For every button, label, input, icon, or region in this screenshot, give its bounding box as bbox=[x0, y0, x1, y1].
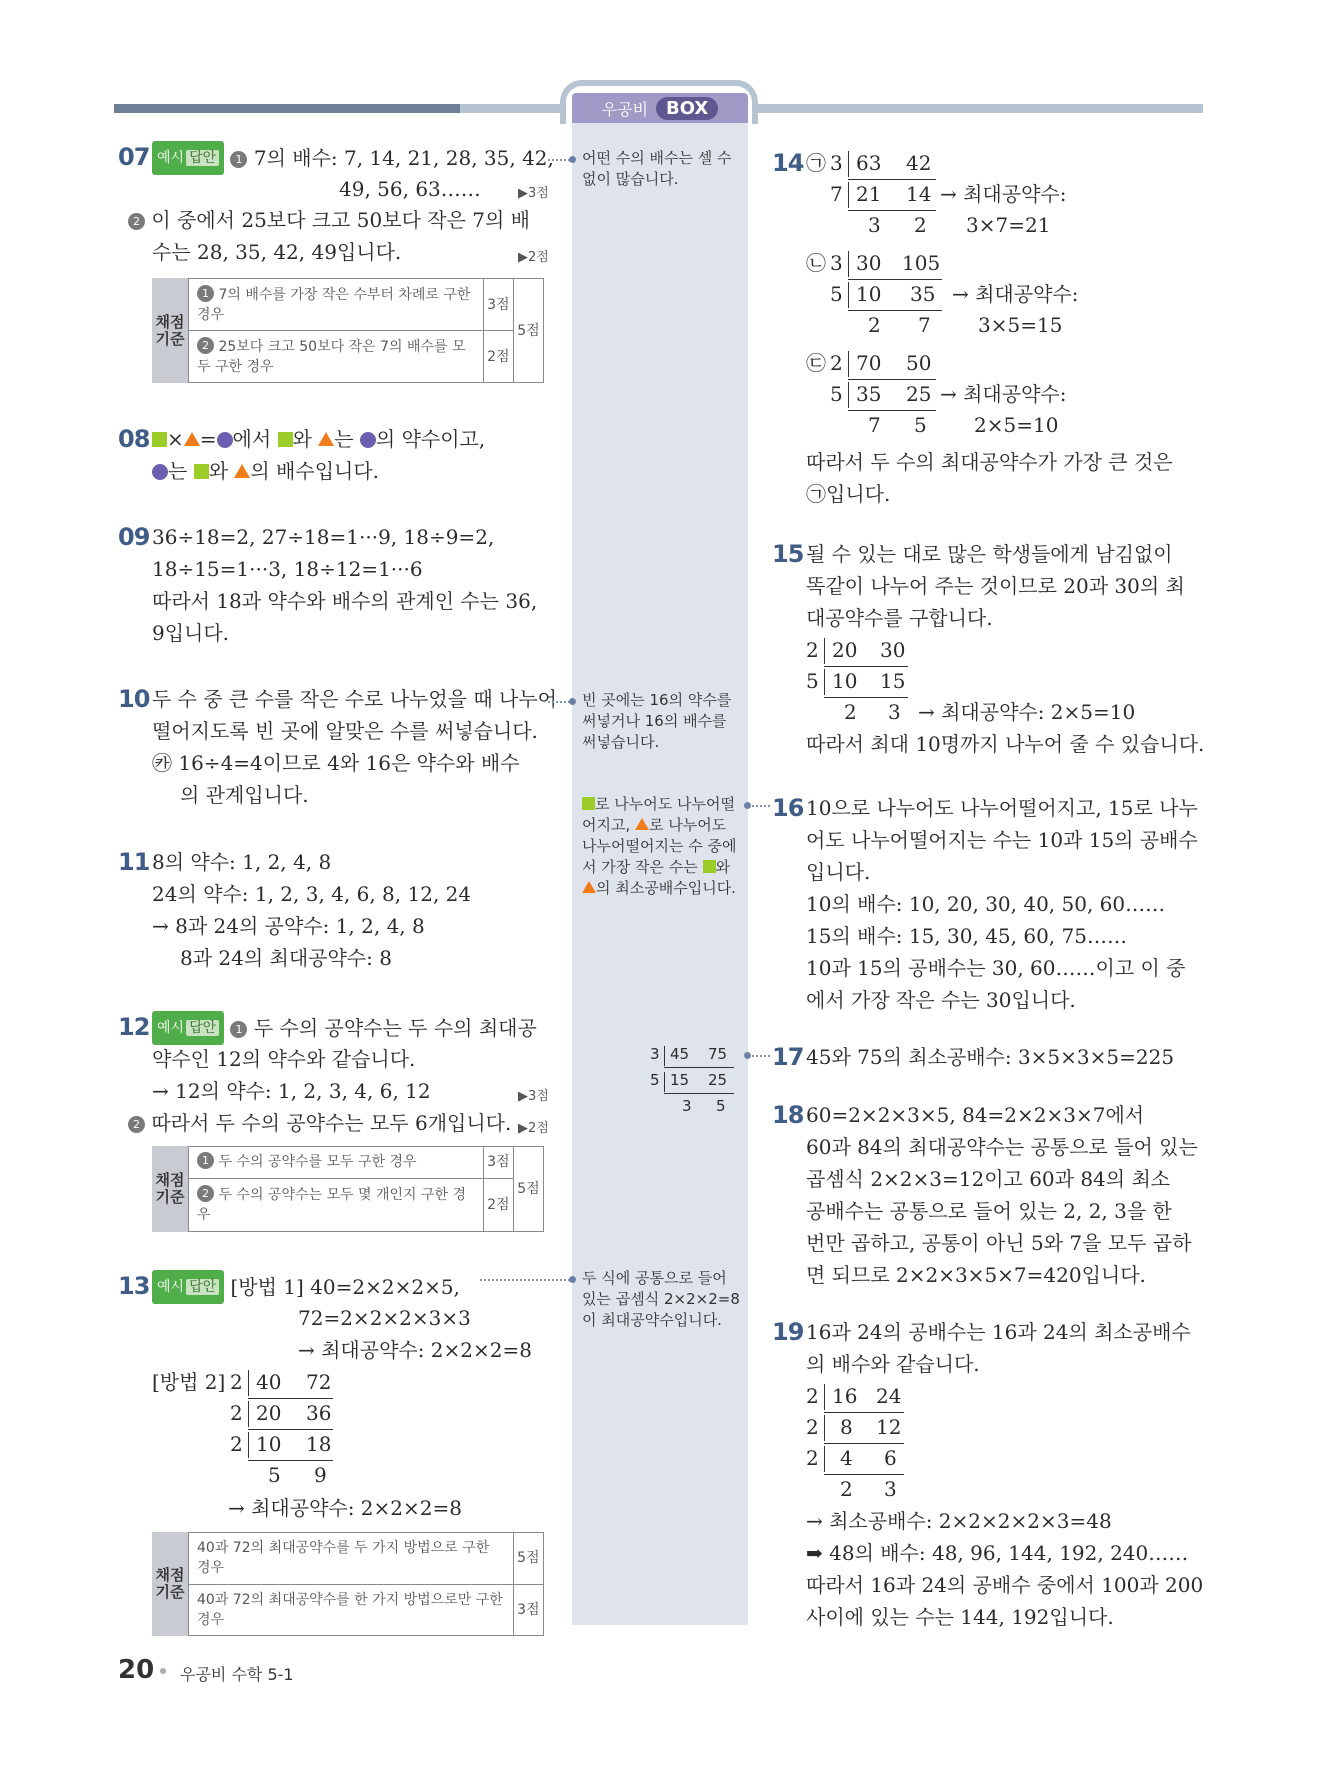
p09-line1: 36÷18=2, 27÷18=1···9, 18÷9=2, bbox=[152, 525, 495, 549]
ladder-value: 21 bbox=[856, 182, 882, 206]
p15-line2: 똑같이 나누어 주는 것이므로 20과 30의 최 bbox=[806, 574, 1185, 598]
score-points: 2점 bbox=[483, 331, 513, 383]
ladder-line bbox=[848, 251, 849, 277]
ladder-divisor: 5 bbox=[650, 1071, 660, 1089]
problem-number-17: 17 bbox=[772, 1043, 804, 1071]
p07-line4: 수는 28, 35, 42, 49입니다. bbox=[152, 240, 402, 264]
ladder-value: 9 bbox=[314, 1463, 327, 1487]
scoring-table-07 bbox=[152, 278, 544, 383]
circle-icon bbox=[360, 432, 376, 448]
ladder-value: 4 bbox=[840, 1446, 853, 1470]
ladder-line bbox=[848, 179, 936, 180]
triangle-icon bbox=[234, 464, 250, 478]
triangle-icon bbox=[184, 432, 200, 446]
problem-number-14: 14 bbox=[772, 149, 804, 177]
ladder-line bbox=[824, 1446, 825, 1472]
ladder-value: 63 bbox=[856, 151, 882, 175]
ladder-divisor: 2 bbox=[806, 638, 819, 662]
ladder-divisor: 3 bbox=[650, 1045, 660, 1063]
ladder-line bbox=[824, 1412, 904, 1413]
score-criterion: 2 25보다 크고 50보다 작은 7의 배수를 모두 구한 경우 bbox=[189, 331, 484, 383]
p15-line3: 대공약수를 구합니다. bbox=[806, 606, 993, 630]
answer-badge: 예시 답안 bbox=[152, 141, 224, 175]
note-dot bbox=[744, 1052, 751, 1059]
ladder-value: 6 bbox=[884, 1446, 897, 1470]
note-blank: 빈 곳에는 16의 약수를 써넣거나 16의 배수를 써넣습니다. bbox=[582, 691, 732, 751]
step-2-icon: 2 bbox=[128, 213, 145, 230]
circle-icon bbox=[217, 432, 233, 448]
score-total: 5점 bbox=[513, 1147, 543, 1232]
p16-line4: 10의 배수: 10, 20, 30, 40, 50, 60…… bbox=[806, 892, 1166, 916]
p14-c-result-label: → 최대공약수: bbox=[940, 382, 1067, 406]
p11-line3: → 8과 24의 공약수: 1, 2, 4, 8 bbox=[152, 914, 425, 938]
score-points: 3점 bbox=[483, 279, 513, 331]
p16-line5: 15의 배수: 15, 30, 45, 60, 75…… bbox=[806, 924, 1127, 948]
score-criterion: 1 7의 배수를 가장 작은 수부터 차례로 구한 경우 bbox=[189, 279, 484, 331]
p13-line3: → 최대공약수: 2×2×2=8 bbox=[298, 1338, 532, 1362]
ladder-line bbox=[848, 279, 942, 280]
p14-label-b: ㉡ bbox=[806, 251, 826, 275]
p07-line1: 예시 답안 1 7의 배수: 7, 14, 21, 28, 35, 42, bbox=[152, 141, 554, 175]
note-dot bbox=[569, 698, 576, 705]
note-leader bbox=[480, 1279, 570, 1281]
ladder-line bbox=[824, 638, 825, 664]
ladder-line bbox=[664, 1093, 734, 1094]
p19-line1: 16과 24의 공배수는 16과 24의 최소공배수 bbox=[806, 1320, 1191, 1344]
triangle-icon bbox=[582, 881, 596, 893]
ladder-value: 2 bbox=[840, 1477, 853, 1501]
ladder-value: 2 bbox=[914, 213, 927, 237]
problem-number-11: 11 bbox=[118, 848, 150, 876]
ladder-value: 45 bbox=[670, 1045, 690, 1063]
ladder-line bbox=[848, 310, 942, 311]
problem-number-09: 09 bbox=[118, 523, 150, 551]
ladder-line bbox=[824, 1384, 825, 1410]
ladder-line bbox=[824, 1415, 825, 1441]
header-bar-left bbox=[114, 104, 460, 113]
ladder-value: 3 bbox=[888, 700, 901, 724]
ladder-value: 3 bbox=[868, 213, 881, 237]
header-bar-right bbox=[758, 104, 1203, 113]
p14-b-result-label: → 최대공약수: bbox=[952, 282, 1079, 306]
step-2-icon: 2 bbox=[197, 337, 214, 354]
ladder-divisor: 2 bbox=[230, 1401, 243, 1425]
p13-line4: → 최대공약수: 2×2×2=8 bbox=[228, 1496, 462, 1520]
p14-b-result-value: 3×5=15 bbox=[978, 313, 1063, 337]
p16-line7: 에서 가장 작은 수는 30입니다. bbox=[806, 988, 1076, 1012]
note-lcm: 로 나누어도 나누어떨어지고, 로 나누어도 나누어떨어지는 수 중에서 가장 작은 수는 와 의 최소공배수입니다. bbox=[582, 795, 737, 897]
ladder-value: 25 bbox=[906, 382, 932, 406]
ladder-line bbox=[248, 1370, 249, 1396]
ladder-divisor: 2 bbox=[230, 1370, 243, 1394]
ladder-divisor: 2 bbox=[230, 1432, 243, 1456]
problem-number-12: 12 bbox=[118, 1013, 150, 1041]
p19-line5: 따라서 16과 24의 공배수 중에서 100과 200 bbox=[806, 1573, 1204, 1597]
ladder-line bbox=[824, 669, 825, 695]
ladder-line bbox=[848, 210, 936, 211]
p07-line3: 2 이 중에서 25보다 크고 50보다 작은 7의 배 bbox=[128, 204, 530, 236]
ladder-value: 25 bbox=[708, 1071, 728, 1089]
ladder-divisor: 2 bbox=[806, 1415, 819, 1439]
p18-line2: 60과 84의 최대공약수는 공통으로 들어 있는 bbox=[806, 1135, 1198, 1159]
p12-line4: 2 따라서 두 수의 공약수는 모두 6개입니다. bbox=[128, 1107, 511, 1139]
ladder-value: 36 bbox=[306, 1401, 332, 1425]
p12-line2: 약수인 12의 약수와 같습니다. bbox=[152, 1047, 416, 1071]
ladder-value: 10 bbox=[856, 282, 882, 306]
ladder-value: 20 bbox=[832, 638, 858, 662]
answer-badge: 예시 답안 bbox=[152, 1270, 224, 1304]
p10-line4: 의 관계입니다. bbox=[180, 783, 309, 807]
p18-line3: 곱셈식 2×2×3=12이고 60과 84의 최소 bbox=[806, 1167, 1171, 1191]
scoring-table-13 bbox=[152, 1532, 544, 1636]
step-2-icon: 2 bbox=[128, 1116, 145, 1133]
p19-line6: 사이에 있는 수는 144, 192입니다. bbox=[806, 1605, 1114, 1629]
score-criterion: 2 두 수의 공약수는 모두 몇 개인지 구한 경우 bbox=[189, 1178, 484, 1231]
p12-line1: 예시 답안 1 두 수의 공약수는 두 수의 최대공 bbox=[152, 1011, 537, 1045]
square-icon bbox=[194, 464, 209, 479]
note-dot bbox=[744, 802, 751, 809]
p07-points-1: ▶3점 bbox=[518, 186, 549, 201]
scoring-table-12 bbox=[152, 1146, 544, 1232]
circle-icon bbox=[152, 464, 168, 480]
ladder-divisor: 5 bbox=[830, 382, 843, 406]
score-points: 3점 bbox=[483, 1147, 513, 1179]
header-bar-mid bbox=[460, 104, 560, 113]
problem-number-15: 15 bbox=[772, 540, 804, 568]
p14-a-result-value: 3×7=21 bbox=[966, 213, 1051, 237]
ladder-value: 14 bbox=[906, 182, 932, 206]
ladder-divisor: 2 bbox=[806, 1446, 819, 1470]
p17-line1: 45와 75의 최소공배수: 3×5×3×5=225 bbox=[806, 1045, 1175, 1069]
note-gcd: 두 식에 공통으로 들어 있는 곱셈식 2×2×2=8이 최대공약수입니다. bbox=[582, 1269, 740, 1329]
ladder-value: 7 bbox=[918, 313, 931, 337]
ladder-value: 42 bbox=[906, 151, 932, 175]
p13-method2-label: [방법 2] bbox=[152, 1370, 226, 1394]
p15-result: → 최대공약수: 2×5=10 bbox=[918, 700, 1136, 724]
ladder-line bbox=[248, 1460, 333, 1461]
ladder-value: 30 bbox=[880, 638, 906, 662]
ladder-divisor: 2 bbox=[830, 351, 843, 375]
p14-label-a: ㉠ bbox=[806, 151, 826, 175]
problem-number-08: 08 bbox=[118, 425, 150, 453]
p14-label-c: ㉢ bbox=[806, 351, 826, 375]
ladder-line bbox=[248, 1429, 333, 1430]
score-criterion: 40과 72의 최대공약수를 두 가지 방법으로 구한 경우 bbox=[189, 1533, 514, 1585]
ladder-line bbox=[824, 697, 908, 698]
ladder-line bbox=[848, 182, 849, 208]
box-pill: BOX bbox=[656, 97, 718, 120]
p11-line1: 8의 약수: 1, 2, 4, 8 bbox=[152, 850, 332, 874]
ladder-line bbox=[848, 151, 849, 177]
ladder-value: 5 bbox=[716, 1097, 726, 1115]
p18-line4: 공배수는 공통으로 들어 있는 2, 2, 3을 한 bbox=[806, 1199, 1172, 1223]
ladder-value: 20 bbox=[256, 1401, 282, 1425]
p12-points-2: ▶2점 bbox=[518, 1121, 549, 1136]
ladder-value: 35 bbox=[910, 282, 936, 306]
score-criterion: 40과 72의 최대공약수를 한 가지 방법으로만 구한 경우 bbox=[189, 1584, 514, 1636]
p11-line2: 24의 약수: 1, 2, 3, 4, 6, 8, 12, 24 bbox=[152, 882, 472, 906]
ladder-value: 40 bbox=[256, 1370, 282, 1394]
ladder-divisor: 3 bbox=[830, 251, 843, 275]
p15-line1: 될 수 있는 대로 많은 학생들에게 남김없이 bbox=[806, 542, 1173, 566]
scoring-label: 채점 기준 bbox=[152, 1146, 188, 1232]
p19-line4: ➡ 48의 배수: 48, 96, 144, 192, 240…… bbox=[806, 1541, 1189, 1565]
ladder-value: 2 bbox=[868, 313, 881, 337]
p16-line2: 어도 나누어떨어지는 수는 10과 15의 공배수 bbox=[806, 828, 1198, 852]
score-criterion: 1 두 수의 공약수를 모두 구한 경우 bbox=[189, 1147, 484, 1179]
problem-number-07: 07 bbox=[118, 143, 150, 171]
ladder-line bbox=[848, 379, 936, 380]
score-points: 3점 bbox=[513, 1584, 543, 1636]
ladder-divisor: 5 bbox=[830, 282, 843, 306]
p12-points-1: ▶3점 bbox=[518, 1089, 549, 1104]
ladder-divisor: 5 bbox=[806, 669, 819, 693]
ladder-value: 50 bbox=[906, 351, 932, 375]
note-leader bbox=[548, 159, 570, 161]
problem-number-16: 16 bbox=[772, 794, 804, 822]
p07-line2: 49, 56, 63…… bbox=[339, 177, 481, 201]
ladder-line bbox=[664, 1072, 665, 1092]
problem-number-13: 13 bbox=[118, 1272, 150, 1300]
p15-line4: 따라서 최대 10명까지 나누어 줄 수 있습니다. bbox=[806, 732, 1205, 756]
p18-line6: 면 되므로 2×2×3×5×7=420입니다. bbox=[806, 1263, 1146, 1287]
ladder-value: 10 bbox=[256, 1432, 282, 1456]
ladder-value: 72 bbox=[306, 1370, 332, 1394]
ladder-line bbox=[848, 351, 849, 377]
square-icon bbox=[582, 797, 595, 810]
triangle-icon bbox=[318, 432, 334, 446]
ladder-value: 3 bbox=[884, 1477, 897, 1501]
p10-line3: ㉸ 16÷4=4이므로 4와 16은 약수와 배수 bbox=[152, 751, 520, 775]
ladder-value: 18 bbox=[306, 1432, 332, 1456]
note-leader bbox=[748, 805, 770, 807]
p19-line2: 의 배수와 같습니다. bbox=[806, 1352, 980, 1376]
box-title: 우공비 bbox=[601, 99, 649, 119]
p10-line1: 두 수 중 큰 수를 작은 수로 나누었을 때 나누어 bbox=[152, 687, 557, 711]
square-icon bbox=[703, 860, 716, 873]
ladder-line bbox=[824, 1443, 904, 1444]
p10-line2: 떨어지도록 빈 곳에 알맞은 수를 써넣습니다. bbox=[152, 719, 538, 743]
ladder-line bbox=[248, 1398, 333, 1399]
ladder-line bbox=[848, 410, 936, 411]
ladder-value: 2 bbox=[844, 700, 857, 724]
p13-line1: 예시 답안 [방법 1] 40=2×2×2×5, bbox=[152, 1270, 460, 1304]
problem-number-18: 18 bbox=[772, 1101, 804, 1129]
p18-line5: 번만 곱하고, 공통이 아닌 5와 7을 모두 곱하 bbox=[806, 1231, 1192, 1255]
ladder-line bbox=[848, 382, 849, 408]
note-leader bbox=[748, 1055, 770, 1057]
ladder-value: 7 bbox=[868, 413, 881, 437]
p07-points-2: ▶2점 bbox=[518, 250, 549, 265]
ladder-value: 15 bbox=[670, 1071, 690, 1089]
ladder-value: 105 bbox=[902, 251, 941, 275]
ladder-value: 10 bbox=[832, 669, 858, 693]
note-dot bbox=[569, 156, 576, 163]
page-number: 20 bbox=[118, 1655, 155, 1685]
p08-line2: 는 와 의 배수입니다. bbox=[152, 455, 379, 487]
square-icon bbox=[152, 432, 167, 447]
step-1-icon: 1 bbox=[197, 285, 214, 302]
p14-line2: ㉠입니다. bbox=[806, 482, 891, 506]
ladder-line bbox=[664, 1067, 734, 1068]
ladder-divisor: 2 bbox=[806, 1384, 819, 1408]
ladder-value: 75 bbox=[708, 1045, 728, 1063]
scoring-label: 채점 기준 bbox=[152, 278, 188, 383]
book-title: 우공비 수학 5-1 bbox=[180, 1665, 294, 1684]
ladder-line bbox=[664, 1046, 665, 1066]
p12-line3: → 12의 약수: 1, 2, 3, 4, 6, 12 bbox=[152, 1079, 431, 1103]
ladder-value: 16 bbox=[832, 1384, 858, 1408]
score-points: 5점 bbox=[513, 1533, 543, 1585]
problem-number-19: 19 bbox=[772, 1318, 804, 1346]
note-leader bbox=[548, 701, 570, 703]
box-label bbox=[572, 93, 748, 123]
ladder-divisor: 7 bbox=[830, 182, 843, 206]
ladder-value: 70 bbox=[856, 351, 882, 375]
p09-line3: 따라서 18과 약수와 배수의 관계인 수는 36, bbox=[152, 589, 538, 613]
ladder-value: 24 bbox=[876, 1384, 902, 1408]
p14-a-result-label: → 최대공약수: bbox=[940, 182, 1067, 206]
p19-line3: → 최소공배수: 2×2×2×2×3=48 bbox=[806, 1509, 1112, 1533]
step-2-icon: 2 bbox=[197, 1185, 214, 1202]
ladder-line bbox=[248, 1432, 249, 1458]
p18-line1: 60=2×2×3×5, 84=2×2×3×7에서 bbox=[806, 1103, 1145, 1127]
ladder-value: 35 bbox=[856, 382, 882, 406]
problem-number-10: 10 bbox=[118, 685, 150, 713]
ladder-value: 5 bbox=[268, 1463, 281, 1487]
p16-line3: 입니다. bbox=[806, 860, 871, 884]
p13-line2: 72=2×2×2×3×3 bbox=[298, 1306, 471, 1330]
ladder-value: 30 bbox=[856, 251, 882, 275]
ladder-line bbox=[824, 1474, 904, 1475]
p14-line1: 따라서 두 수의 최대공약수가 가장 큰 것은 bbox=[806, 450, 1173, 474]
p14-c-result-value: 2×5=10 bbox=[974, 413, 1059, 437]
triangle-icon bbox=[635, 818, 649, 830]
ladder-value: 8 bbox=[840, 1415, 853, 1439]
score-points: 2점 bbox=[483, 1178, 513, 1231]
note-multiples: 어떤 수의 배수는 셀 수 없이 많습니다. bbox=[582, 149, 732, 188]
ladder-line bbox=[248, 1401, 249, 1427]
p11-line4: 8과 24의 최대공약수: 8 bbox=[180, 946, 392, 970]
score-total: 5점 bbox=[513, 279, 543, 383]
ladder-line bbox=[848, 282, 849, 308]
p09-line4: 9입니다. bbox=[152, 621, 230, 645]
step-1-icon: 1 bbox=[230, 1021, 247, 1038]
p16-line1: 10으로 나누어도 나누어떨어지고, 15로 나누 bbox=[806, 796, 1198, 820]
step-1-icon: 1 bbox=[230, 151, 247, 168]
ladder-value: 3 bbox=[682, 1097, 692, 1115]
note-dot bbox=[569, 1276, 576, 1283]
square-icon bbox=[278, 432, 293, 447]
ladder-value: 5 bbox=[914, 413, 927, 437]
footer-dot bbox=[160, 1668, 166, 1674]
answer-badge: 예시 답안 bbox=[152, 1011, 224, 1045]
step-1-icon: 1 bbox=[197, 1152, 214, 1169]
ladder-divisor: 3 bbox=[830, 151, 843, 175]
p09-line2: 18÷15=1···3, 18÷12=1···6 bbox=[152, 557, 423, 581]
ladder-value: 15 bbox=[880, 669, 906, 693]
ladder-value: 12 bbox=[876, 1415, 902, 1439]
ladder-line bbox=[824, 666, 908, 667]
p16-line6: 10과 15의 공배수는 30, 60……이고 이 중 bbox=[806, 956, 1186, 980]
scoring-label: 채점 기준 bbox=[152, 1532, 188, 1636]
p08-line1: × = 에서 와 는 의 약수이고, bbox=[152, 423, 485, 455]
